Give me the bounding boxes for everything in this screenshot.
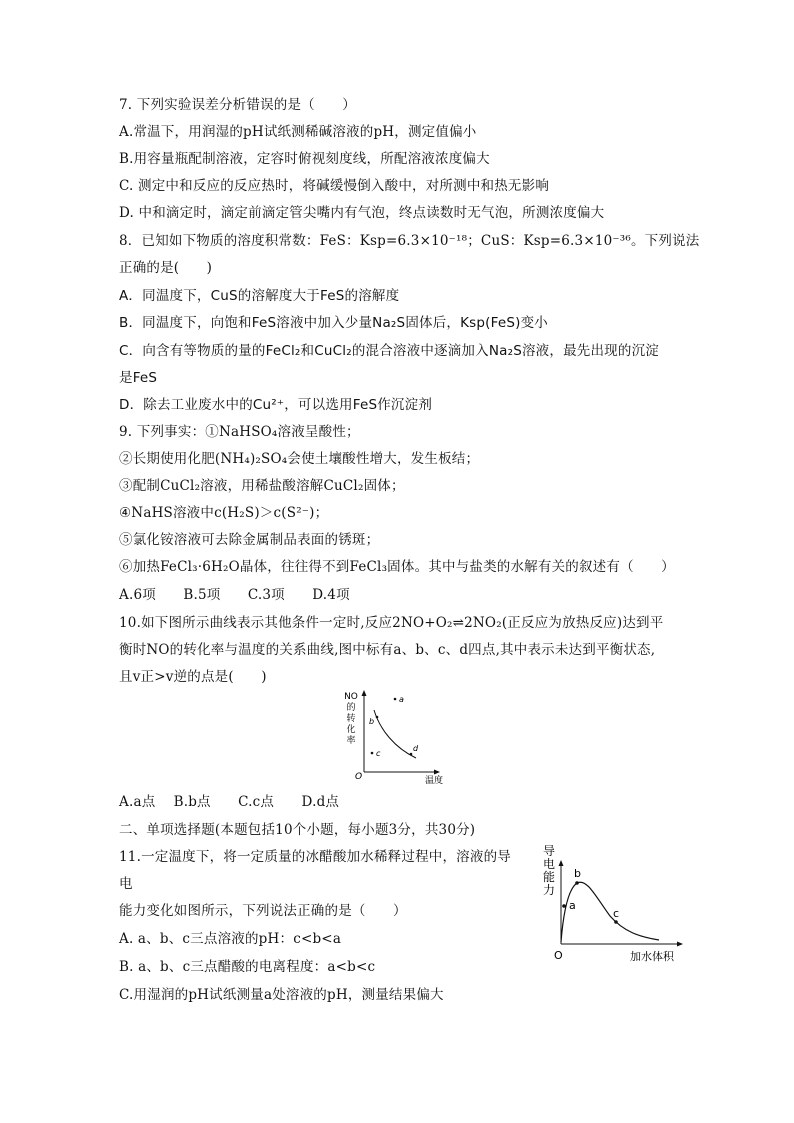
q10-point-d xyxy=(410,753,413,756)
q11-conductivity-graph xyxy=(540,842,690,967)
q8-option-c-line2: 是FeS xyxy=(119,370,158,386)
svg-text:率: 率 xyxy=(346,736,356,746)
q11-conductivity-curve xyxy=(561,882,659,942)
q11-point-a xyxy=(562,904,566,908)
q10-origin-label: O xyxy=(355,772,363,782)
q11-y-axis-label xyxy=(543,844,555,897)
q9-item-4: ④NaHS溶液中c(H₂S)＞c(S²⁻)； xyxy=(119,505,329,521)
q11-origin-label: O xyxy=(554,949,563,962)
svg-text:的: 的 xyxy=(346,703,356,713)
q10-y-arrow xyxy=(362,690,367,696)
q7-option-d: D. 中和滴定时，滴定前滴定管尖嘴内有气泡，终点读数时无气泡，所测浓度偏大 xyxy=(119,205,605,221)
q10-options: A.a点 B.b点 C.c点 D.d点 xyxy=(119,794,340,810)
q11-label-c: c xyxy=(613,907,620,920)
svg-text:化: 化 xyxy=(346,725,356,735)
q8-stem-line2: 正确的是( ) xyxy=(119,260,213,276)
q10-y-axis-label xyxy=(344,692,358,746)
svg-text:能: 能 xyxy=(542,870,556,884)
q11-y-arrow xyxy=(559,860,564,866)
q7-option-b: B.用容量瓶配制溶液，定容时俯视刻度线，所配溶液浓度偏大 xyxy=(119,151,490,167)
svg-text:转: 转 xyxy=(346,714,356,724)
q10-label-c: c xyxy=(376,749,381,758)
q7-option-a: A.常温下，用润湿的pH试纸测稀碱溶液的pH，测定值偏小 xyxy=(119,124,477,140)
q8-option-d: D．除去工业废水中的Cu²⁺，可以选用FeS作沉淀剂 xyxy=(119,397,433,413)
q10-label-b: b xyxy=(369,717,375,726)
q10-label-a: a xyxy=(399,695,404,704)
q11-option-a: A. a、b、c三点溶液的pH：c<b<a xyxy=(119,931,342,947)
q11-x-axis-label: 加水体积 xyxy=(630,950,674,963)
q10-point-b xyxy=(376,716,379,719)
q9-item-2: ②长期使用化肥(NH₄)₂SO₄会使土壤酸性增大，发生板结； xyxy=(119,451,480,467)
q10-stem-line2: 衡时NO的转化率与温度的关系曲线,图中标有a、b、c、d四点,其中表示未达到平衡状态, xyxy=(119,642,656,658)
q7-option-c: C. 测定中和反应的反应热时，将碱缓慢倒入酸中，对所测中和热无影响 xyxy=(119,178,550,194)
q8-option-a: A．同温度下，CuS的溶解度大于FeS的溶解度 xyxy=(119,288,400,304)
q9-stem: 9. 下列事实：①NaHSO₄溶液呈酸性； xyxy=(119,424,360,440)
q11-stem-line1: 11.一定温度下，将一定质量的冰醋酸加水稀释过程中，溶液的导 xyxy=(119,849,511,865)
q10-x-axis-label: 温度 xyxy=(425,776,444,786)
q9-item-5: ⑤氯化铵溶液可去除金属制品表面的锈斑； xyxy=(119,532,380,548)
q11-point-b xyxy=(575,881,579,885)
q11-label-b: b xyxy=(574,867,581,880)
q11-stem-line2: 电 xyxy=(119,876,133,892)
q10-conversion-temperature-graph xyxy=(340,690,460,790)
q11-point-c xyxy=(614,920,618,924)
q8-option-b: B．同温度下，向饱和FeS溶液中加入少量Na₂S固体后，Ksp(FeS)变小 xyxy=(119,315,549,331)
q10-point-c xyxy=(371,752,374,755)
svg-text:力: 力 xyxy=(542,883,556,897)
q10-point-a xyxy=(394,698,397,701)
q10-stem-line1: 10.如下图所示曲线表示其他条件一定时,反应2NO+O₂⇌2NO₂(正反应为放热反应)达到平 xyxy=(119,615,664,631)
svg-text:NO: NO xyxy=(344,692,358,702)
q11-x-arrow xyxy=(677,942,683,947)
q11-stem-line3: 能力变化如图所示，下列说法正确的是（ ） xyxy=(119,903,407,919)
q10-x-arrow xyxy=(434,770,440,775)
q10-label-d: d xyxy=(413,744,419,753)
q7-stem: 7. 下列实验误差分析错误的是（ ） xyxy=(119,97,356,113)
q10-stem-line3: 且v正>v逆的点是( ) xyxy=(119,669,267,685)
svg-text:电: 电 xyxy=(542,857,556,871)
q9-item-6: ⑥加热FeCl₃·6H₂O晶体，往往得不到FeCl₃固体。其中与盐类的水解有关的叙述有（ ） xyxy=(119,559,675,575)
q9-options: A.6项 B.5项 C.3项 D.4项 xyxy=(119,587,350,603)
svg-text:导: 导 xyxy=(542,844,556,858)
q8-option-c-line1: C．向含有等物质的量的FeCl₂和CuCl₂的混合溶液中逐滴加入Na₂S溶液，最先出现的沉淀 xyxy=(119,343,659,359)
q8-stem-line1: 8．已知如下物质的溶度积常数：FeS：Ksp=6.3×10⁻¹⁸；CuS：Ksp=6.3×10⁻³⁶。下列说法 xyxy=(119,233,700,249)
q11-option-c: C.用湿润的pH试纸测量a处溶液的pH，测量结果偏大 xyxy=(119,987,444,1003)
section-2-heading: 二、单项选择题(本题包括10个小题，每小题3分，共30分) xyxy=(119,822,476,838)
q11-label-a: a xyxy=(569,899,576,912)
q9-item-3: ③配制CuCl₂溶液，用稀盐酸溶解CuCl₂固体； xyxy=(119,478,405,494)
q11-option-b: B. a、b、c三点醋酸的电离程度：a<b<c xyxy=(119,959,376,975)
